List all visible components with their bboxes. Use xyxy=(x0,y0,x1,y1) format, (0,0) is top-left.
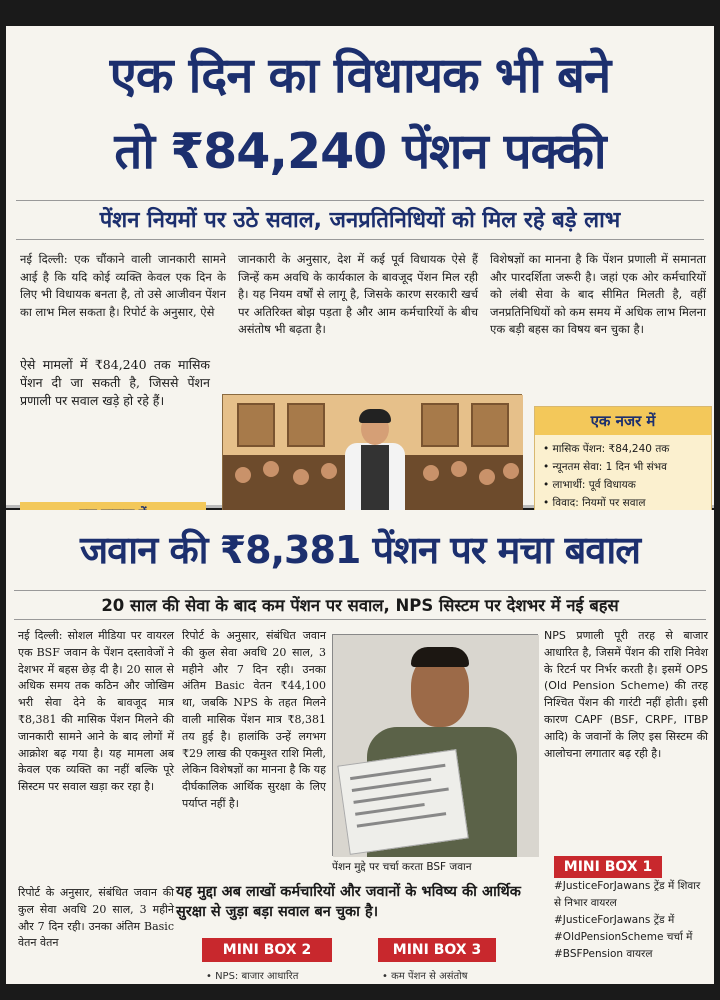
headline-line-1: एक दिन का विधायक भी बने xyxy=(109,47,611,104)
crowd-member xyxy=(503,463,519,479)
at-a-glance-item: • न्यूनतम सेवा: 1 दिन भी संभव xyxy=(543,461,667,473)
illustration-window xyxy=(421,403,459,447)
headline-line-2: तो ₹84,240 पेंशन पक्की xyxy=(114,123,606,180)
crowd-member xyxy=(451,461,467,477)
at-a-glance-item: • विवाद: नियमों पर सवाल xyxy=(543,497,646,509)
mini-box-3-label: MINI BOX 3 xyxy=(378,938,496,962)
crowd-member xyxy=(235,467,251,483)
crowd-member xyxy=(293,469,309,485)
at-a-glance-item: • लाभार्थी: पूर्व विधायक xyxy=(543,479,636,491)
illustration-window xyxy=(287,403,325,447)
article-column-1-continued: ऐसे मामलों में ₹84,240 तक मासिक पेंशन दी जा सकती है, जिससे पेंशन प्रणाली पर सवाल खड़े हो रहे हैं। xyxy=(20,357,210,408)
speaker-vest xyxy=(361,445,389,513)
article-column-1: नई दिल्ली: एक चौंकाने वाली जानकारी सामने आई है कि यदि कोई व्यक्ति केवल एक दिन के लिए भी विधायक बनता है, तो उसे आजीवन पेंशन का लाभ मिल सकता है। रिपोर्ट के अनुसार, ऐसे xyxy=(20,252,226,319)
soldier-photo xyxy=(332,634,538,856)
newspaper-line xyxy=(355,803,425,816)
mini-box-3-text: • कम पेंशन से असंतोष xyxy=(382,971,468,982)
article-column-3: विशेषज्ञों का मानना है कि पेंशन प्रणाली में समानता और पारदर्शिता जरूरी है। जहां एक ओर कर्मचारियों को लंबी सेवा के बाद सीमित मिलती है, वहीं जनप्रतिनिधियों को कम समय में अधिक लाभ मिलना एक बड़ी बहस का विषय बन चुका है। xyxy=(490,252,706,336)
assembly-illustration xyxy=(222,394,522,512)
at-a-glance-box xyxy=(534,406,712,516)
illustration-window xyxy=(237,403,275,447)
clipping-jawan-pension xyxy=(6,510,714,984)
newspaper-in-hand xyxy=(337,749,468,855)
headline: जवान की ₹8,381 पेंशन पर मचा बवाल xyxy=(79,528,641,572)
article-column-1: नई दिल्ली: सोशल मीडिया पर वायरल एक BSF जवान के पेंशन दस्तावेजों ने देशभर में बहस छेड़ दी है। 20 साल से अधिक समय तक कठिन और जोखिम भरी सेवा देने के बावजूद मात्र ₹8,381 की मासिक पेंशन मिलने की जानकारी सामने आने के बाद लोगों में आक्रोश बढ़ गया है। यह मामला अब केवल एक व्यक्ति का नहीं बल्कि पूरे सिस्टम पर सवाल खड़ा कर रहा है। xyxy=(18,629,174,794)
illustration-window xyxy=(471,403,509,447)
mini-box-1-label: MINI BOX 1 xyxy=(554,856,662,878)
at-a-glance-item: • मासिक पेंशन: ₹84,240 तक xyxy=(543,443,670,455)
crowd-member xyxy=(423,465,439,481)
article-column-3: NPS प्रणाली पूरी तरह से बाजार आधारित है, जिसमें पेंशन की राशि निवेश के रिटर्न पर निर्भर करती है। इसमें OPS (Old Pension Scheme) की तरह निश्चित पेंशन की गारंटी नहीं होती। इसी कारण CAPF (BSF, CRPF, ITBP आदि) के जवानों के लिए इस सिस्टम की आलोचना लगातार बढ़ रही है। xyxy=(544,629,708,760)
mini-box-1-text: #JusticeForJawans ट्रेंड में शिवार से निभार वायरल #JusticeForJawans ट्रेंड में #OldPensionScheme चर्चा में #BSFPension वायरल xyxy=(554,880,701,960)
soldier-hair xyxy=(411,647,469,667)
article-column-1-continued: रिपोर्ट के अनुसार, संबंधित जवान की कुल सेवा अवधि 20 साल, 3 महीने और 7 दिन रही। उनका अंतिम Basic वेतन वेतन xyxy=(18,886,174,950)
pull-quote: यह मुद्दा अब लाखों कर्मचारियों और जवानों के भविष्य की आर्थिक सुरक्षा से जुड़ा बड़ा सवाल बन चुका है। xyxy=(176,884,521,920)
newspaper-line xyxy=(352,778,432,792)
subheadline: 20 साल की सेवा के बाद कम पेंशन पर सवाल, NPS सिस्टम पर देशभर में नई बहस xyxy=(14,590,706,620)
clipping-mla-pension xyxy=(6,26,714,508)
crowd-member xyxy=(479,469,495,485)
newspaper-line xyxy=(350,764,445,780)
mini-box-2-label: MINI BOX 2 xyxy=(202,938,332,962)
newspaper-line xyxy=(357,812,447,827)
mini-box-2-text: • NPS: बाजार आधारित xyxy=(206,971,299,982)
article-column-2: रिपोर्ट के अनुसार, संबंधित जवान की कुल सेवा अवधि 20 साल, 3 महीने और 7 दिन रही। उनका अंतिम Basic वेतन ₹44,100 था, जबकि NPS के तहत मिलने वाली मासिक पेंशन मात्र ₹8,381 तय हुई है। हालांकि उन्हें लगभग ₹29 लाख की एकमुश्त राशि मिली, लेकिन विशेषज्ञों का मानना है कि यह दीर्घकालिक आर्थिक सुरक्षा के लिए पर्याप्त नहीं है। xyxy=(182,629,326,810)
speaker-hair xyxy=(359,409,391,423)
crowd-member xyxy=(263,461,279,477)
photo-caption: पेंशन मुद्दे पर चर्चा करता BSF जवान xyxy=(332,861,472,873)
crowd-member xyxy=(321,463,337,479)
newspaper-line xyxy=(353,788,448,804)
subheadline: पेंशन नियमों पर उठे सवाल, जनप्रतिनिधियों को मिल रहे बड़े लाभ xyxy=(16,200,704,240)
article-column-2: जानकारी के अनुसार, देश में कई पूर्व विधायक ऐसे हैं जिन्हें कम अवधि के कार्यकाल के बावजूद पेंशन मिल रही है। यह नियम वर्षों से लागू है, जिसके कारण सरकारी खर्च पर अतिरिक्त बोझ पड़ता है और आम कर्मचारियों के बीच असंतोष भी बढ़ता है। xyxy=(238,252,478,336)
at-a-glance-title: एक नजर में xyxy=(535,407,711,435)
